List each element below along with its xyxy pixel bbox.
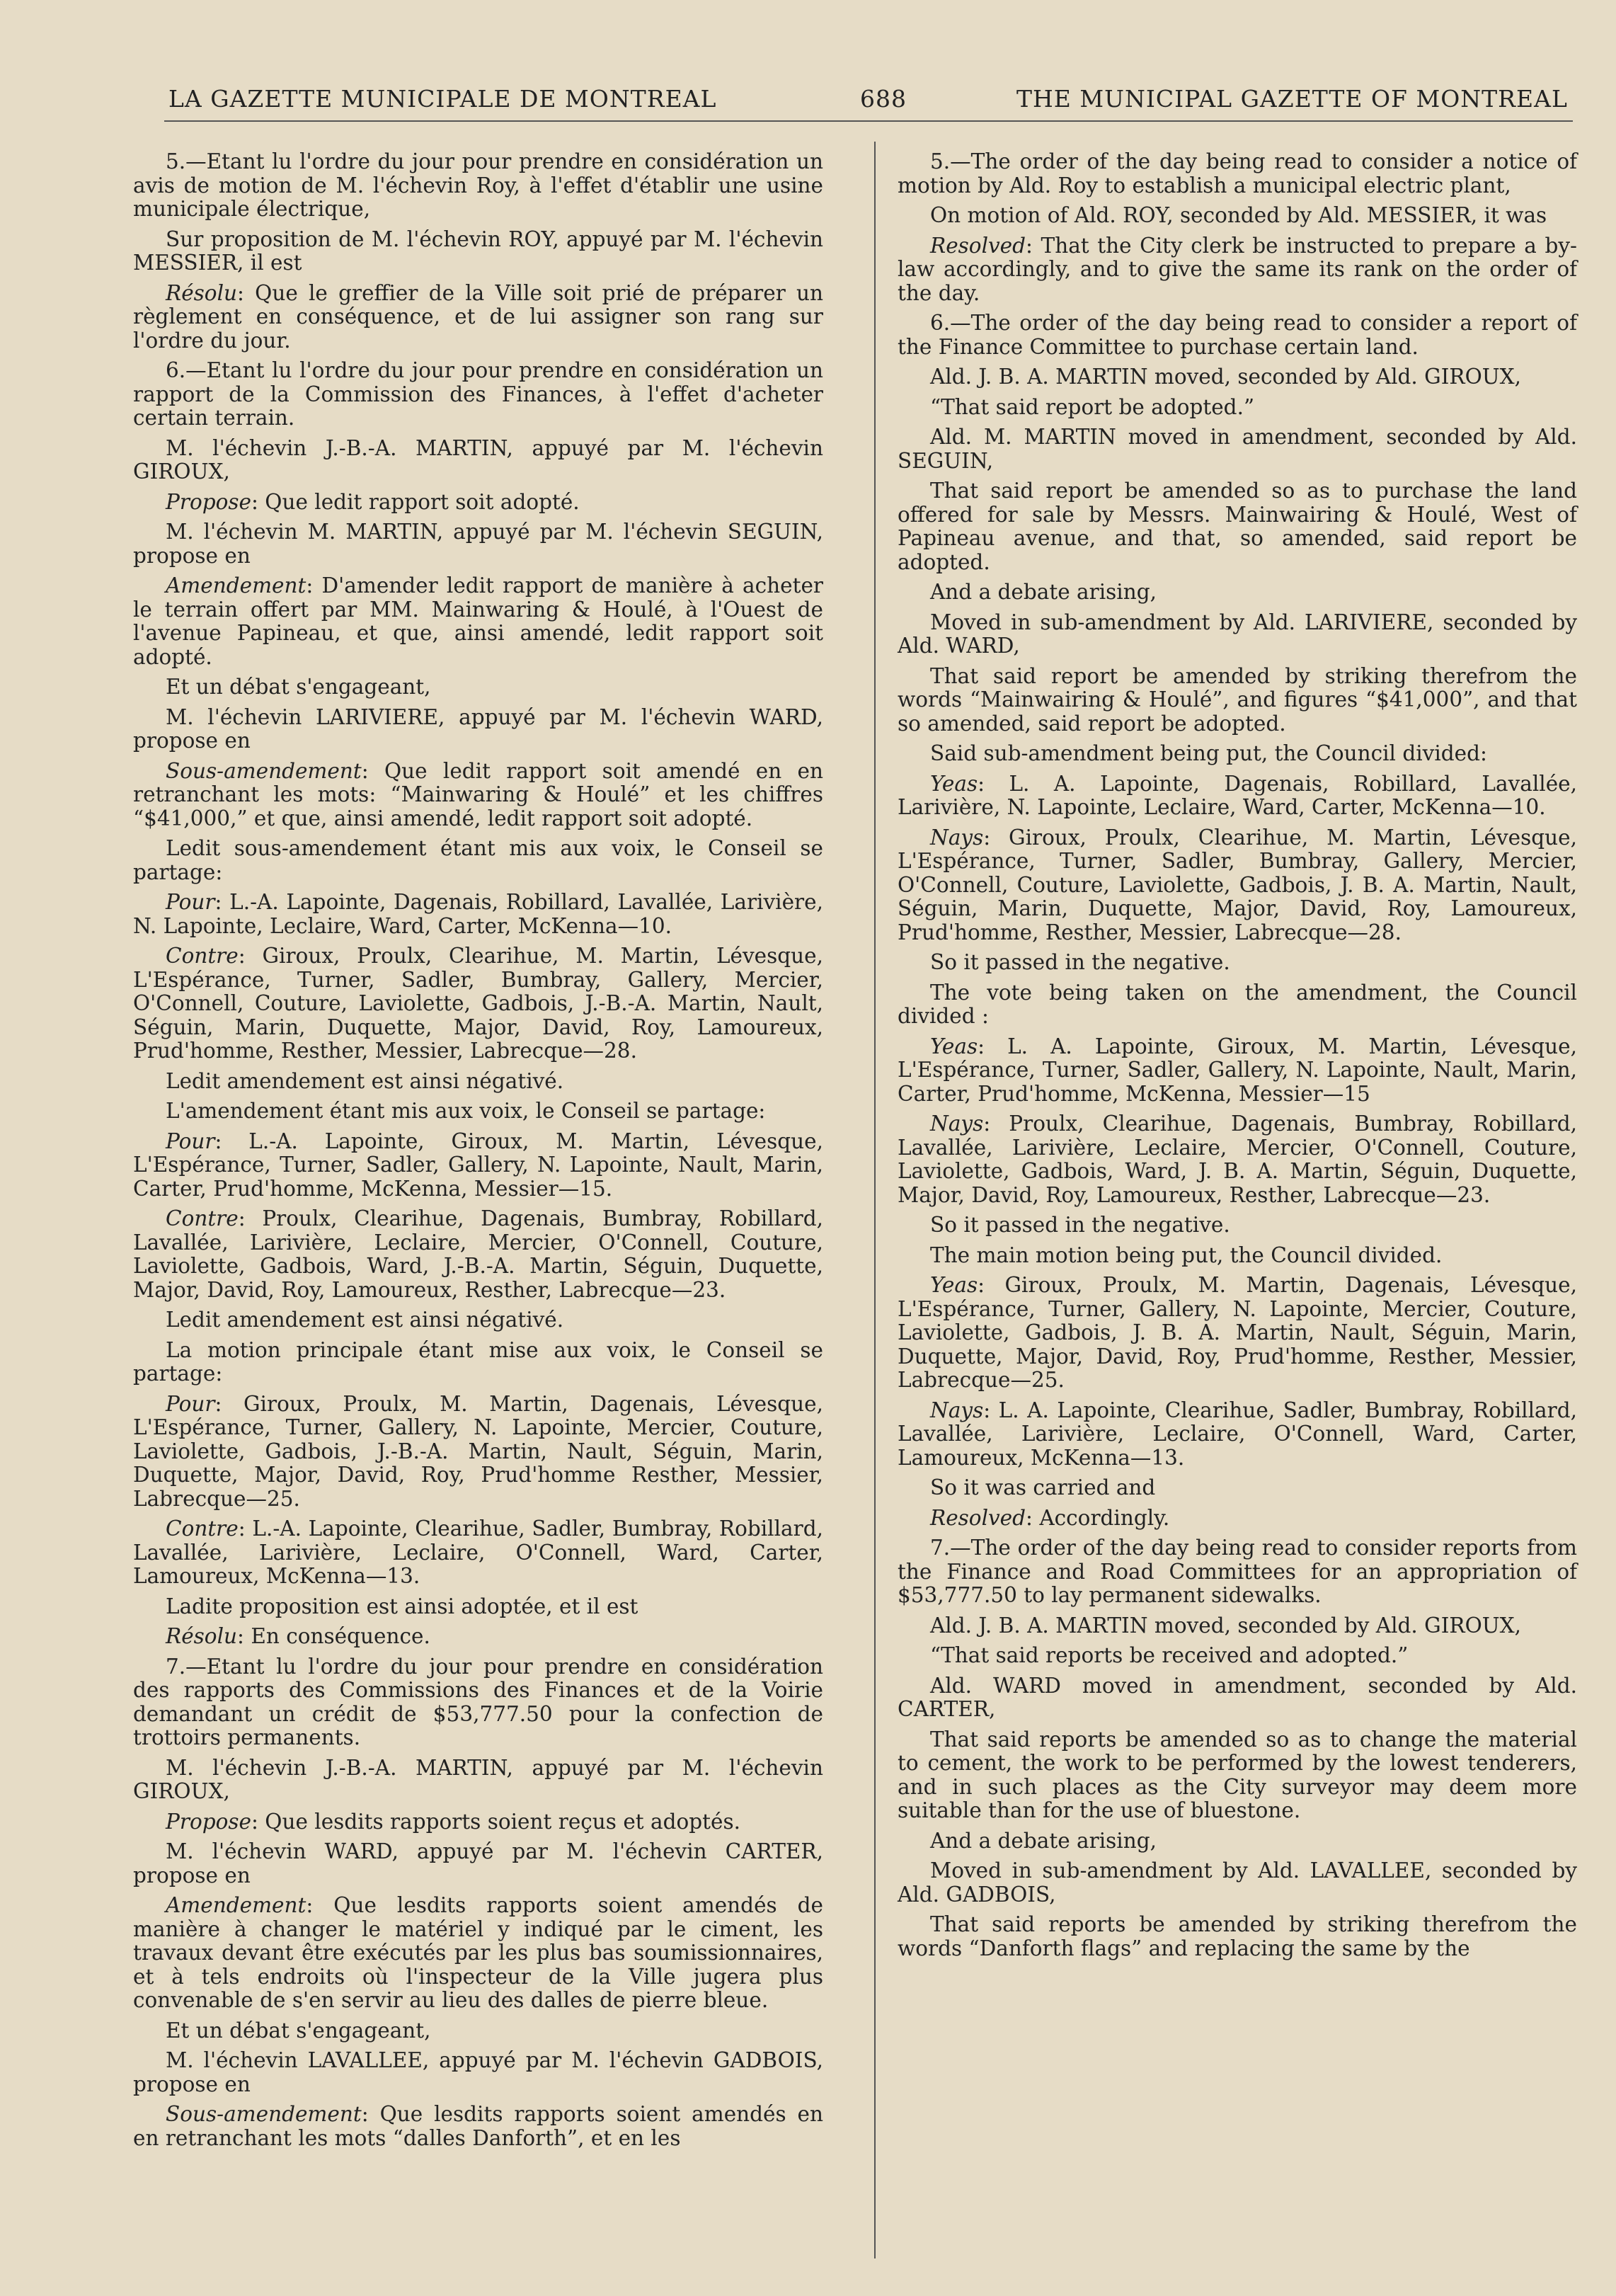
english-column <box>898 150 1577 1967</box>
paragraph-label: Amendement <box>166 573 306 598</box>
french-paragraph <box>133 1207 823 1302</box>
paragraph-text: Ald. J. B. A. MARTIN moved, seconded by Ald. GIROUX, <box>930 1613 1522 1638</box>
paragraph-label: Pour <box>166 1391 215 1416</box>
french-paragraph <box>133 1517 823 1589</box>
french-paragraph <box>133 359 823 430</box>
french-paragraph <box>133 1070 823 1094</box>
english-paragraph <box>898 425 1577 473</box>
paragraph-text: “That said report be adopted.” <box>930 394 1255 419</box>
english-paragraph <box>898 1507 1577 1531</box>
paragraph-text: La motion principale étant mise aux voix, le Conseil se partage: <box>133 1337 823 1386</box>
paragraph-text: “That said reports be received and adopted.” <box>930 1643 1409 1667</box>
french-paragraph <box>133 491 823 515</box>
french-paragraph <box>133 1655 823 1750</box>
paragraph-text: Ledit amendement est ainsi négativé. <box>166 1068 564 1093</box>
french-paragraph <box>133 2019 823 2043</box>
paragraph-text: Et un débat s'engageant, <box>166 2018 431 2043</box>
paragraph-text: Et un débat s'engageant, <box>166 675 431 699</box>
french-paragraph <box>133 2103 823 2150</box>
english-paragraph <box>898 981 1577 1029</box>
paragraph-label: Pour <box>166 1129 215 1153</box>
english-paragraph <box>898 611 1577 658</box>
paragraph-text: Ald. WARD moved in amendment, seconded by Ald. CARTER, <box>898 1673 1577 1721</box>
page-number: 688 <box>860 85 907 113</box>
paragraph-label: Amendement <box>166 1893 306 1917</box>
paragraph-text: : L. A. Lapointe, Giroux, M. Martin, Lévesque, L'Espérance, Turner, Sadler, Gallery, N. Lapointe, Nault, Marin, Carter, Prud'homme, McKenna, Messier—15 <box>898 1034 1577 1106</box>
paragraph-label: Nays <box>930 1112 984 1136</box>
french-paragraph <box>133 1625 823 1649</box>
paragraph-text: : Que lesdits rapports soient reçus et adoptés. <box>251 1809 740 1834</box>
paragraph-label: Pour <box>166 890 215 914</box>
paragraph-label: Résolu <box>166 280 238 305</box>
paragraph-label: Resolved <box>930 233 1026 258</box>
paragraph-text: : Que lesdits rapports soient amendés de manière à changer le matériel y indiqué par le ciment, les travaux devant être exécutés par les plus bas soumissionnaires, et à tels endroits où l'inspecteur de la Ville jugera plus convenable de s'en servir au lieu des dalles de pierre bleue. <box>133 1893 823 2012</box>
header-rule <box>164 120 1573 122</box>
paragraph-text: On motion of Ald. ROY, seconded by Ald. MESSIER, it was <box>930 203 1547 227</box>
english-paragraph <box>898 1829 1577 1854</box>
paragraph-label: Yeas <box>930 771 978 796</box>
french-paragraph <box>133 574 823 669</box>
english-paragraph <box>898 1213 1577 1238</box>
paragraph-text: That said reports be amended so as to change the material to cement, the work to be performed by the lowest tenderers, and in such places as the City surveyor may deem more suitable than for the use of bluestone. <box>898 1727 1577 1822</box>
paragraph-label: Résolu <box>166 1624 238 1648</box>
paragraph-text: Ledit sous-amendement étant mis aux voix, le Conseil se partage: <box>133 836 823 884</box>
paragraph-text: : That the City clerk be instructed to prepare a by-law accordingly, and to give the same its rank on the order of the day. <box>898 233 1577 305</box>
english-paragraph <box>898 1244 1577 1268</box>
paragraph-text: : Que ledit rapport soit adopté. <box>251 489 580 514</box>
paragraph-text: So it passed in the negative. <box>930 950 1230 974</box>
paragraph-text: : L.-A. Lapointe, Dagenais, Robillard, Lavallée, Larivière, N. Lapointe, Leclaire, Ward, Carter, McKenna—10. <box>133 890 823 938</box>
english-paragraph <box>898 396 1577 420</box>
french-paragraph <box>133 1100 823 1124</box>
paragraph-text: 5.—The order of the day being read to consider a notice of motion by Ald. Roy to establish a municipal electric plant, <box>898 149 1577 198</box>
paragraph-label: Nays <box>930 825 984 850</box>
english-paragraph <box>898 1644 1577 1668</box>
paragraph-text: Ald. M. MARTIN moved in amendment, seconded by Ald. SEGUIN, <box>898 425 1577 473</box>
paragraph-label: Yeas <box>930 1034 978 1058</box>
french-paragraph <box>133 837 823 884</box>
english-paragraph <box>898 1674 1577 1722</box>
paragraph-text: So it was carried and <box>930 1475 1156 1500</box>
paragraph-text: M. l'échevin M. MARTIN, appuyé par M. l'échevin SEGUIN, propose en <box>133 520 823 568</box>
english-paragraph <box>898 1614 1577 1638</box>
english-paragraph <box>898 951 1577 975</box>
english-paragraph <box>898 234 1577 306</box>
paragraph-label: Propose <box>166 489 251 514</box>
paragraph-text: Ald. J. B. A. MARTIN moved, seconded by Ald. GIROUX, <box>930 365 1522 389</box>
french-paragraph <box>133 1757 823 1804</box>
french-column <box>133 150 823 2157</box>
paragraph-text: Ladite proposition est ainsi adoptée, et il est <box>166 1594 638 1618</box>
paragraph-text: 7.—The order of the day being read to consider reports from the Finance and Road Committees for an appropriation of $53,777.50 to lay permanent sidewalks. <box>898 1536 1577 1607</box>
french-paragraph <box>133 891 823 938</box>
paragraph-text: M. l'échevin J.-B.-A. MARTIN, appuyé par M. l'échevin GIROUX, <box>133 435 823 484</box>
english-paragraph <box>898 826 1577 945</box>
paragraph-text: M. l'échevin LAVALLEE, appuyé par M. l'échevin GADBOIS, propose en <box>133 2048 823 2096</box>
paragraph-text: : D'amender ledit rapport de manière à acheter le terrain offert par MM. Mainwaring & Houlé, à l'Ouest de l'avenue Papineau, et que, ainsi amendé, ledit rapport soit adopté. <box>133 573 823 669</box>
paragraph-text: : Giroux, Proulx, M. Martin, Dagenais, Lévesque, L'Espérance, Turner, Gallery, N. Lapointe, Mercier, Couture, Laviolette, Gadbois, J.-B.-A. Martin, Nault, Séguin, Marin, Duquette, Major, David, Roy, Prud'homme Resther, Messier, Labrecque—25. <box>133 1391 823 1511</box>
english-paragraph <box>898 772 1577 820</box>
paragraph-text: : Proulx, Clearihue, Dagenais, Bumbray, Robillard, Lavallée, Larivière, Leclaire, Mercier, O'Connell, Couture, Laviolette, Gadbois, Ward, J.-B.-A. Martin, Séguin, Duquette, Major, David, Roy, Lamoureux, Resther, Labrecque—23. <box>133 1206 823 1302</box>
english-paragraph <box>898 479 1577 574</box>
paragraph-text: Ledit amendement est ainsi négativé. <box>166 1308 564 1332</box>
french-paragraph <box>133 944 823 1063</box>
french-paragraph <box>133 1308 823 1332</box>
paragraph-text: So it passed in the negative. <box>930 1213 1230 1237</box>
paragraph-text: Moved in sub-amendment by Ald. LAVALLEE, seconded by Ald. GADBOIS, <box>898 1858 1577 1907</box>
paragraph-text: L'amendement étant mis aux voix, le Conseil se partage: <box>166 1099 766 1123</box>
english-paragraph <box>898 1035 1577 1107</box>
french-paragraph <box>133 1810 823 1834</box>
paragraph-label: Contre <box>166 1206 239 1230</box>
paragraph-text: The vote being taken on the amendment, the Council divided : <box>898 980 1577 1028</box>
paragraph-text: And a debate arising, <box>930 580 1157 604</box>
paragraph-text: 6.—Etant lu l'ordre du jour pour prendre en considération un rapport de la Commission des Finances, à l'effet d'acheter certain terrain. <box>133 358 823 430</box>
paragraph-text: Said sub-amendment being put, the Council divided: <box>930 741 1487 765</box>
paragraph-text: 6.—The order of the day being read to consider a report of the Finance Committee to purchase certain land. <box>898 311 1577 359</box>
english-paragraph <box>898 1913 1577 1960</box>
paragraph-text: : L. A. Lapointe, Clearihue, Sadler, Bumbray, Robillard, Lavallée, Larivière, Leclaire, O'Connell, Ward, Carter, Lamoureux, McKenna—13. <box>898 1398 1577 1470</box>
french-paragraph <box>133 282 823 353</box>
paragraph-text: : L.-A. Lapointe, Giroux, M. Martin, Lévesque, L'Espérance, Turner, Sadler, Gallery, N. Lapointe, Nault, Marin, Carter, Prud'homme, McKenna, Messier—15. <box>133 1129 823 1201</box>
paragraph-text: : L. A. Lapointe, Dagenais, Robillard, Lavallée, Larivière, N. Lapointe, Leclaire, Ward, Carter, McKenna—10. <box>898 771 1577 819</box>
paragraph-text: That said report be amended so as to purchase the land offered for sale by Messrs. Mainwairing & Houlé, West of Papineau avenue, and that, so amended, said report be adopted. <box>898 479 1577 574</box>
paragraph-text: 7.—Etant lu l'ordre du jour pour prendre en considération des rapports des Commissions des Finances et de la Voirie demandant un crédit de $53,777.50 pour la confection de trottoirs permanents. <box>133 1654 823 1749</box>
french-paragraph <box>133 706 823 753</box>
paragraph-text: Moved in sub-amendment by Ald. LARIVIERE, seconded by Ald. WARD, <box>898 610 1577 658</box>
paragraph-text: M. l'échevin WARD, appuyé par M. l'échevin CARTER, propose en <box>133 1839 823 1887</box>
french-paragraph <box>133 2049 823 2096</box>
french-paragraph <box>133 228 823 275</box>
french-paragraph <box>133 675 823 699</box>
english-paragraph <box>898 1112 1577 1207</box>
french-paragraph <box>133 1130 823 1201</box>
paragraph-label: Yeas <box>930 1273 978 1297</box>
english-paragraph <box>898 1536 1577 1608</box>
paragraph-text: : En conséquence. <box>237 1624 430 1648</box>
french-paragraph <box>133 760 823 831</box>
paragraph-label: Resolved <box>930 1505 1026 1530</box>
paragraph-text: M. l'échevin LARIVIERE, appuyé par M. l'échevin WARD, propose en <box>133 704 823 753</box>
running-head-french: LA GAZETTE MUNICIPALE DE MONTREAL <box>168 85 717 113</box>
paragraph-text: : Que ledit rapport soit amendé en en retranchant les mots: “Mainwaring & Houlé” et les chiffres “$41,000,” et que, ainsi amendé, ledit rapport soit adopté. <box>133 758 823 830</box>
paragraph-text: The main motion being put, the Council divided. <box>930 1243 1443 1267</box>
paragraph-label: Contre <box>166 944 239 968</box>
paragraph-text: : Accordingly. <box>1026 1505 1170 1530</box>
english-paragraph <box>898 204 1577 228</box>
french-paragraph <box>133 1894 823 2013</box>
paragraph-text: : Giroux, Proulx, M. Martin, Dagenais, Lévesque, L'Espérance, Turner, Gallery, N. Lapointe, Mercier, Couture, Laviolette, Gadbois, J. B. A. Martin, Nault, Séguin, Marin, Duquette, Major, David, Roy, Prud'homme, Resther, Messier, Labrecque—25. <box>898 1273 1577 1392</box>
paragraph-text: : L.-A. Lapointe, Clearihue, Sadler, Bumbray, Robillard, Lavallée, Larivière, Leclaire, O'Connell, Ward, Carter, Lamoureux, McKenna—13. <box>133 1517 823 1588</box>
french-paragraph <box>133 437 823 484</box>
paragraph-text: M. l'échevin J.-B.-A. MARTIN, appuyé par M. l'échevin GIROUX, <box>133 1755 823 1803</box>
paragraph-text: Sur proposition de M. l'échevin ROY, appuyé par M. l'échevin MESSIER, il est <box>133 227 823 275</box>
english-paragraph <box>898 1274 1577 1393</box>
paragraph-text: That said reports be amended by striking therefrom the words “Danforth flags” and replacing the same by the <box>898 1912 1577 1960</box>
english-paragraph <box>898 665 1577 736</box>
paragraph-label: Nays <box>930 1398 984 1422</box>
english-paragraph <box>898 312 1577 359</box>
paragraph-text: 5.—Etant lu l'ordre du jour pour prendre en considération un avis de motion de M. l'échevin Roy, à l'effet d'établir une usine municipale électrique, <box>133 149 823 221</box>
english-paragraph <box>898 1399 1577 1470</box>
french-paragraph <box>133 1840 823 1887</box>
french-paragraph <box>133 150 823 222</box>
paragraph-label: Sous-amendement <box>166 758 362 783</box>
paragraph-text: : Proulx, Clearihue, Dagenais, Bumbray, Robillard, Lavallée, Larivière, Leclaire, Mercier, O'Connell, Couture, Laviolette, Gadbois, Ward, J. B. A. Martin, Séguin, Duquette, Major, David, Roy, Lamoureux, Resther, Labrecque—23. <box>898 1112 1577 1207</box>
english-paragraph <box>898 742 1577 766</box>
paragraph-text: : Giroux, Proulx, Clearihue, M. Martin, Lévesque, L'Espérance, Turner, Sadler, Bumbray, Gallery, Mercier, O'Connell, Couture, Laviolette, Gadbois, J. B. A. Martin, Nault, Séguin, Marin, Duquette, Major, David, Roy, Lamoureux, Prud'homme, Resther, Messier, Labrecque—28. <box>898 825 1577 944</box>
paragraph-text: : Que lesdits rapports soient amendés en en retranchant les mots “dalles Danforth”, et en les <box>133 2102 823 2150</box>
paragraph-text: That said report be amended by striking therefrom the words “Mainwairing & Houlé”, and figures “$41,000”, and that so amended, said report be adopted. <box>898 663 1577 736</box>
paragraph-text: : Giroux, Proulx, Clearihue, M. Martin, Lévesque, L'Espérance, Turner, Sadler, Bumbray, Gallery, Mercier, O'Connell, Couture, Laviolette, Gadbois, J.-B.-A. Martin, Nault, Séguin, Marin, Duquette, Major, David, Roy, Lamoureux, Prud'homme, Resther, Messier, Labrecque—28. <box>133 944 823 1063</box>
running-head-english: THE MUNICIPAL GAZETTE OF MONTREAL <box>1016 85 1568 113</box>
paragraph-text: : Que le greffier de la Ville soit prié de préparer un règlement en conséquence, et de lui assigner son rang sur l'ordre du jour. <box>133 280 823 353</box>
french-paragraph <box>133 1339 823 1386</box>
paragraph-text: And a debate arising, <box>930 1828 1157 1853</box>
paragraph-label: Sous-amendement <box>166 2102 362 2126</box>
french-paragraph <box>133 1595 823 1619</box>
french-paragraph <box>133 520 823 568</box>
paragraph-label: Contre <box>166 1517 239 1541</box>
french-paragraph <box>133 1393 823 1512</box>
english-paragraph <box>898 1859 1577 1907</box>
english-paragraph <box>898 1728 1577 1823</box>
paragraph-label: Propose <box>166 1809 251 1834</box>
english-paragraph <box>898 150 1577 198</box>
english-paragraph <box>898 581 1577 605</box>
english-paragraph <box>898 365 1577 389</box>
column-divider <box>874 142 876 2258</box>
english-paragraph <box>898 1476 1577 1500</box>
